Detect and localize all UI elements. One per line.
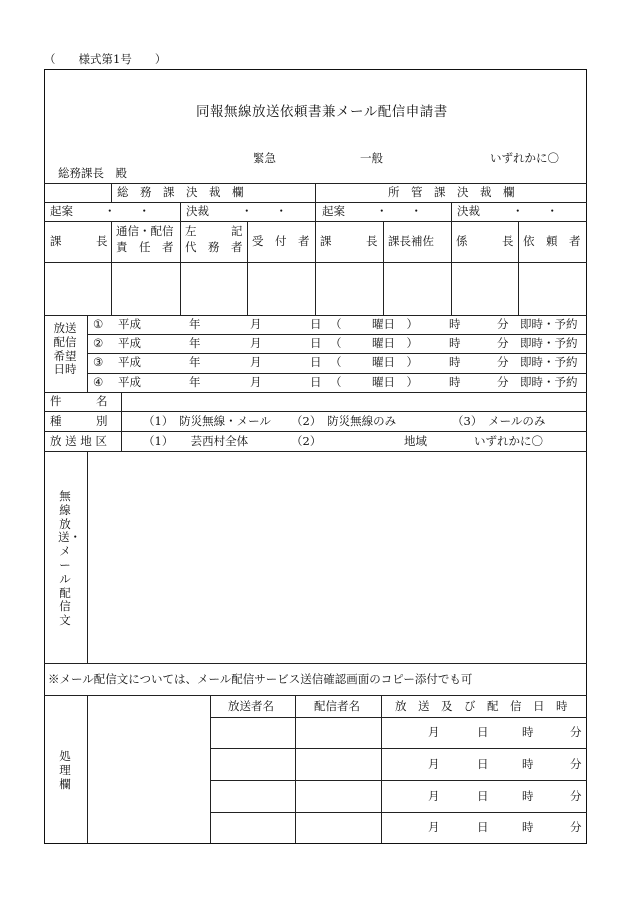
paren-open: （ bbox=[330, 355, 342, 369]
area-option-1[interactable]: （1） 芸西村全体 bbox=[143, 434, 249, 448]
area-option-2[interactable]: （2） bbox=[291, 434, 322, 448]
area-note: いずれかに〇 bbox=[474, 434, 543, 448]
decided-label-2: 決裁 bbox=[457, 204, 480, 218]
hour-field[interactable]: 時 bbox=[449, 336, 461, 350]
decided-label: 決裁 bbox=[186, 204, 209, 218]
day-field[interactable]: 日 bbox=[477, 757, 489, 771]
hour-field[interactable]: 時 bbox=[522, 725, 534, 739]
minute-field[interactable]: 分 bbox=[497, 355, 509, 369]
decided-date[interactable]: ・ ・ bbox=[241, 204, 287, 218]
copy-note: ※メール配信文については、メール配信サービス送信確認画面のコピー添付でも可 bbox=[48, 672, 473, 686]
month-field[interactable]: 月 bbox=[428, 757, 440, 771]
day-field[interactable]: 日 bbox=[310, 317, 322, 331]
month-field[interactable]: 月 bbox=[250, 375, 262, 389]
message-textarea[interactable] bbox=[88, 452, 586, 662]
area-label: 放 送 地 区 bbox=[50, 434, 107, 448]
form-number: （ 様式第1号 ） bbox=[44, 52, 167, 66]
era-label: 平成 bbox=[118, 317, 141, 331]
month-field[interactable]: 月 bbox=[428, 820, 440, 834]
message-label: 無線放送・メール配信文 bbox=[58, 489, 81, 628]
decided-date-2[interactable]: ・ ・ bbox=[512, 204, 558, 218]
paren-open: （ bbox=[330, 317, 342, 331]
hour-field[interactable]: 時 bbox=[522, 820, 534, 834]
row-number: ③ bbox=[93, 355, 104, 369]
paren-open: （ bbox=[330, 375, 342, 389]
distributor-header: 配信者名 bbox=[314, 699, 360, 713]
type-option-2[interactable]: （2） 防災無線のみ bbox=[291, 414, 397, 428]
day-field[interactable]: 日 bbox=[477, 725, 489, 739]
minute-field[interactable]: 分 bbox=[570, 757, 582, 771]
urgency-note: いずれかに〇 bbox=[490, 151, 559, 165]
year-field[interactable]: 年 bbox=[189, 355, 201, 369]
drafted-date[interactable]: ・ ・ bbox=[104, 204, 150, 218]
row-number: ② bbox=[93, 336, 104, 350]
minute-field[interactable]: 分 bbox=[570, 789, 582, 803]
minute-field[interactable]: 分 bbox=[497, 317, 509, 331]
responsible-dept-approval-header: 所 管 課 決 裁 欄 bbox=[388, 185, 515, 199]
hour-field[interactable]: 時 bbox=[449, 317, 461, 331]
month-field[interactable]: 月 bbox=[250, 336, 262, 350]
urgency-normal[interactable]: 一般 bbox=[360, 151, 383, 165]
era-label: 平成 bbox=[118, 336, 141, 350]
type-label: 種 別 bbox=[50, 414, 108, 428]
addressee: 総務課長 殿 bbox=[58, 166, 127, 180]
mode-select[interactable]: 即時・予約 bbox=[520, 355, 578, 369]
minute-field[interactable]: 分 bbox=[497, 375, 509, 389]
header-section-chief: 課 長 bbox=[50, 234, 108, 248]
weekday-field[interactable]: 曜日 ） bbox=[372, 317, 418, 331]
weekday-field[interactable]: 曜日 ） bbox=[372, 355, 418, 369]
year-field[interactable]: 年 bbox=[189, 375, 201, 389]
weekday-field[interactable]: 曜日 ） bbox=[372, 336, 418, 350]
weekday-field[interactable]: 曜日 ） bbox=[372, 375, 418, 389]
header-proxy-a: 左 記 bbox=[185, 224, 243, 238]
form-title: 同報無線放送依頼書兼メール配信申請書 bbox=[196, 104, 448, 120]
day-field[interactable]: 日 bbox=[477, 820, 489, 834]
paren-open: （ bbox=[330, 336, 342, 350]
mode-select[interactable]: 即時・予約 bbox=[520, 375, 578, 389]
day-field[interactable]: 日 bbox=[310, 355, 322, 369]
schedule-label: 放送配信希望日時 bbox=[53, 321, 77, 377]
header-proxy-b: 代 務 者 bbox=[185, 240, 243, 254]
general-affairs-approval-header: 総 務 課 決 裁 欄 bbox=[117, 185, 244, 199]
day-field[interactable]: 日 bbox=[477, 789, 489, 803]
header-section-chief-2: 課 長 bbox=[320, 234, 378, 248]
header-assistant-chief: 課長補佐 bbox=[388, 234, 434, 248]
processing-label: 処理欄 bbox=[59, 749, 71, 791]
header-comm-officer-a: 通信・配信 bbox=[116, 224, 174, 238]
minute-field[interactable]: 分 bbox=[570, 820, 582, 834]
header-receiver: 受 付 者 bbox=[252, 234, 310, 248]
minute-field[interactable]: 分 bbox=[497, 336, 509, 350]
drafted-label-2: 起案 bbox=[322, 204, 345, 218]
year-field[interactable]: 年 bbox=[189, 336, 201, 350]
urgency-urgent[interactable]: 緊急 bbox=[253, 151, 276, 165]
month-field[interactable]: 月 bbox=[250, 355, 262, 369]
hour-field[interactable]: 時 bbox=[449, 375, 461, 389]
minute-field[interactable]: 分 bbox=[570, 725, 582, 739]
mode-select[interactable]: 即時・予約 bbox=[520, 336, 578, 350]
header-comm-officer-b: 責 任 者 bbox=[116, 240, 174, 254]
datetime-header: 放 送 及 び 配 信 日 時 bbox=[395, 699, 568, 713]
header-subsection-chief: 係 長 bbox=[456, 234, 514, 248]
drafted-label: 起案 bbox=[50, 204, 73, 218]
month-field[interactable]: 月 bbox=[428, 725, 440, 739]
broadcaster-header: 放送者名 bbox=[228, 699, 274, 713]
type-option-3[interactable]: （3） メールのみ bbox=[452, 414, 546, 428]
type-option-1[interactable]: （1） 防災無線・メール bbox=[143, 414, 271, 428]
header-requester: 依 頼 者 bbox=[523, 234, 581, 248]
hour-field[interactable]: 時 bbox=[449, 355, 461, 369]
day-field[interactable]: 日 bbox=[310, 375, 322, 389]
hour-field[interactable]: 時 bbox=[522, 789, 534, 803]
area-region-label: 地域 bbox=[404, 434, 427, 448]
era-label: 平成 bbox=[118, 355, 141, 369]
subject-label: 件 名 bbox=[50, 394, 108, 408]
month-field[interactable]: 月 bbox=[250, 317, 262, 331]
era-label: 平成 bbox=[118, 375, 141, 389]
month-field[interactable]: 月 bbox=[428, 789, 440, 803]
year-field[interactable]: 年 bbox=[189, 317, 201, 331]
mode-select[interactable]: 即時・予約 bbox=[520, 317, 578, 331]
drafted-date-2[interactable]: ・ ・ bbox=[376, 204, 422, 218]
row-number: ④ bbox=[93, 375, 104, 389]
day-field[interactable]: 日 bbox=[310, 336, 322, 350]
row-number: ① bbox=[93, 317, 104, 331]
hour-field[interactable]: 時 bbox=[522, 757, 534, 771]
